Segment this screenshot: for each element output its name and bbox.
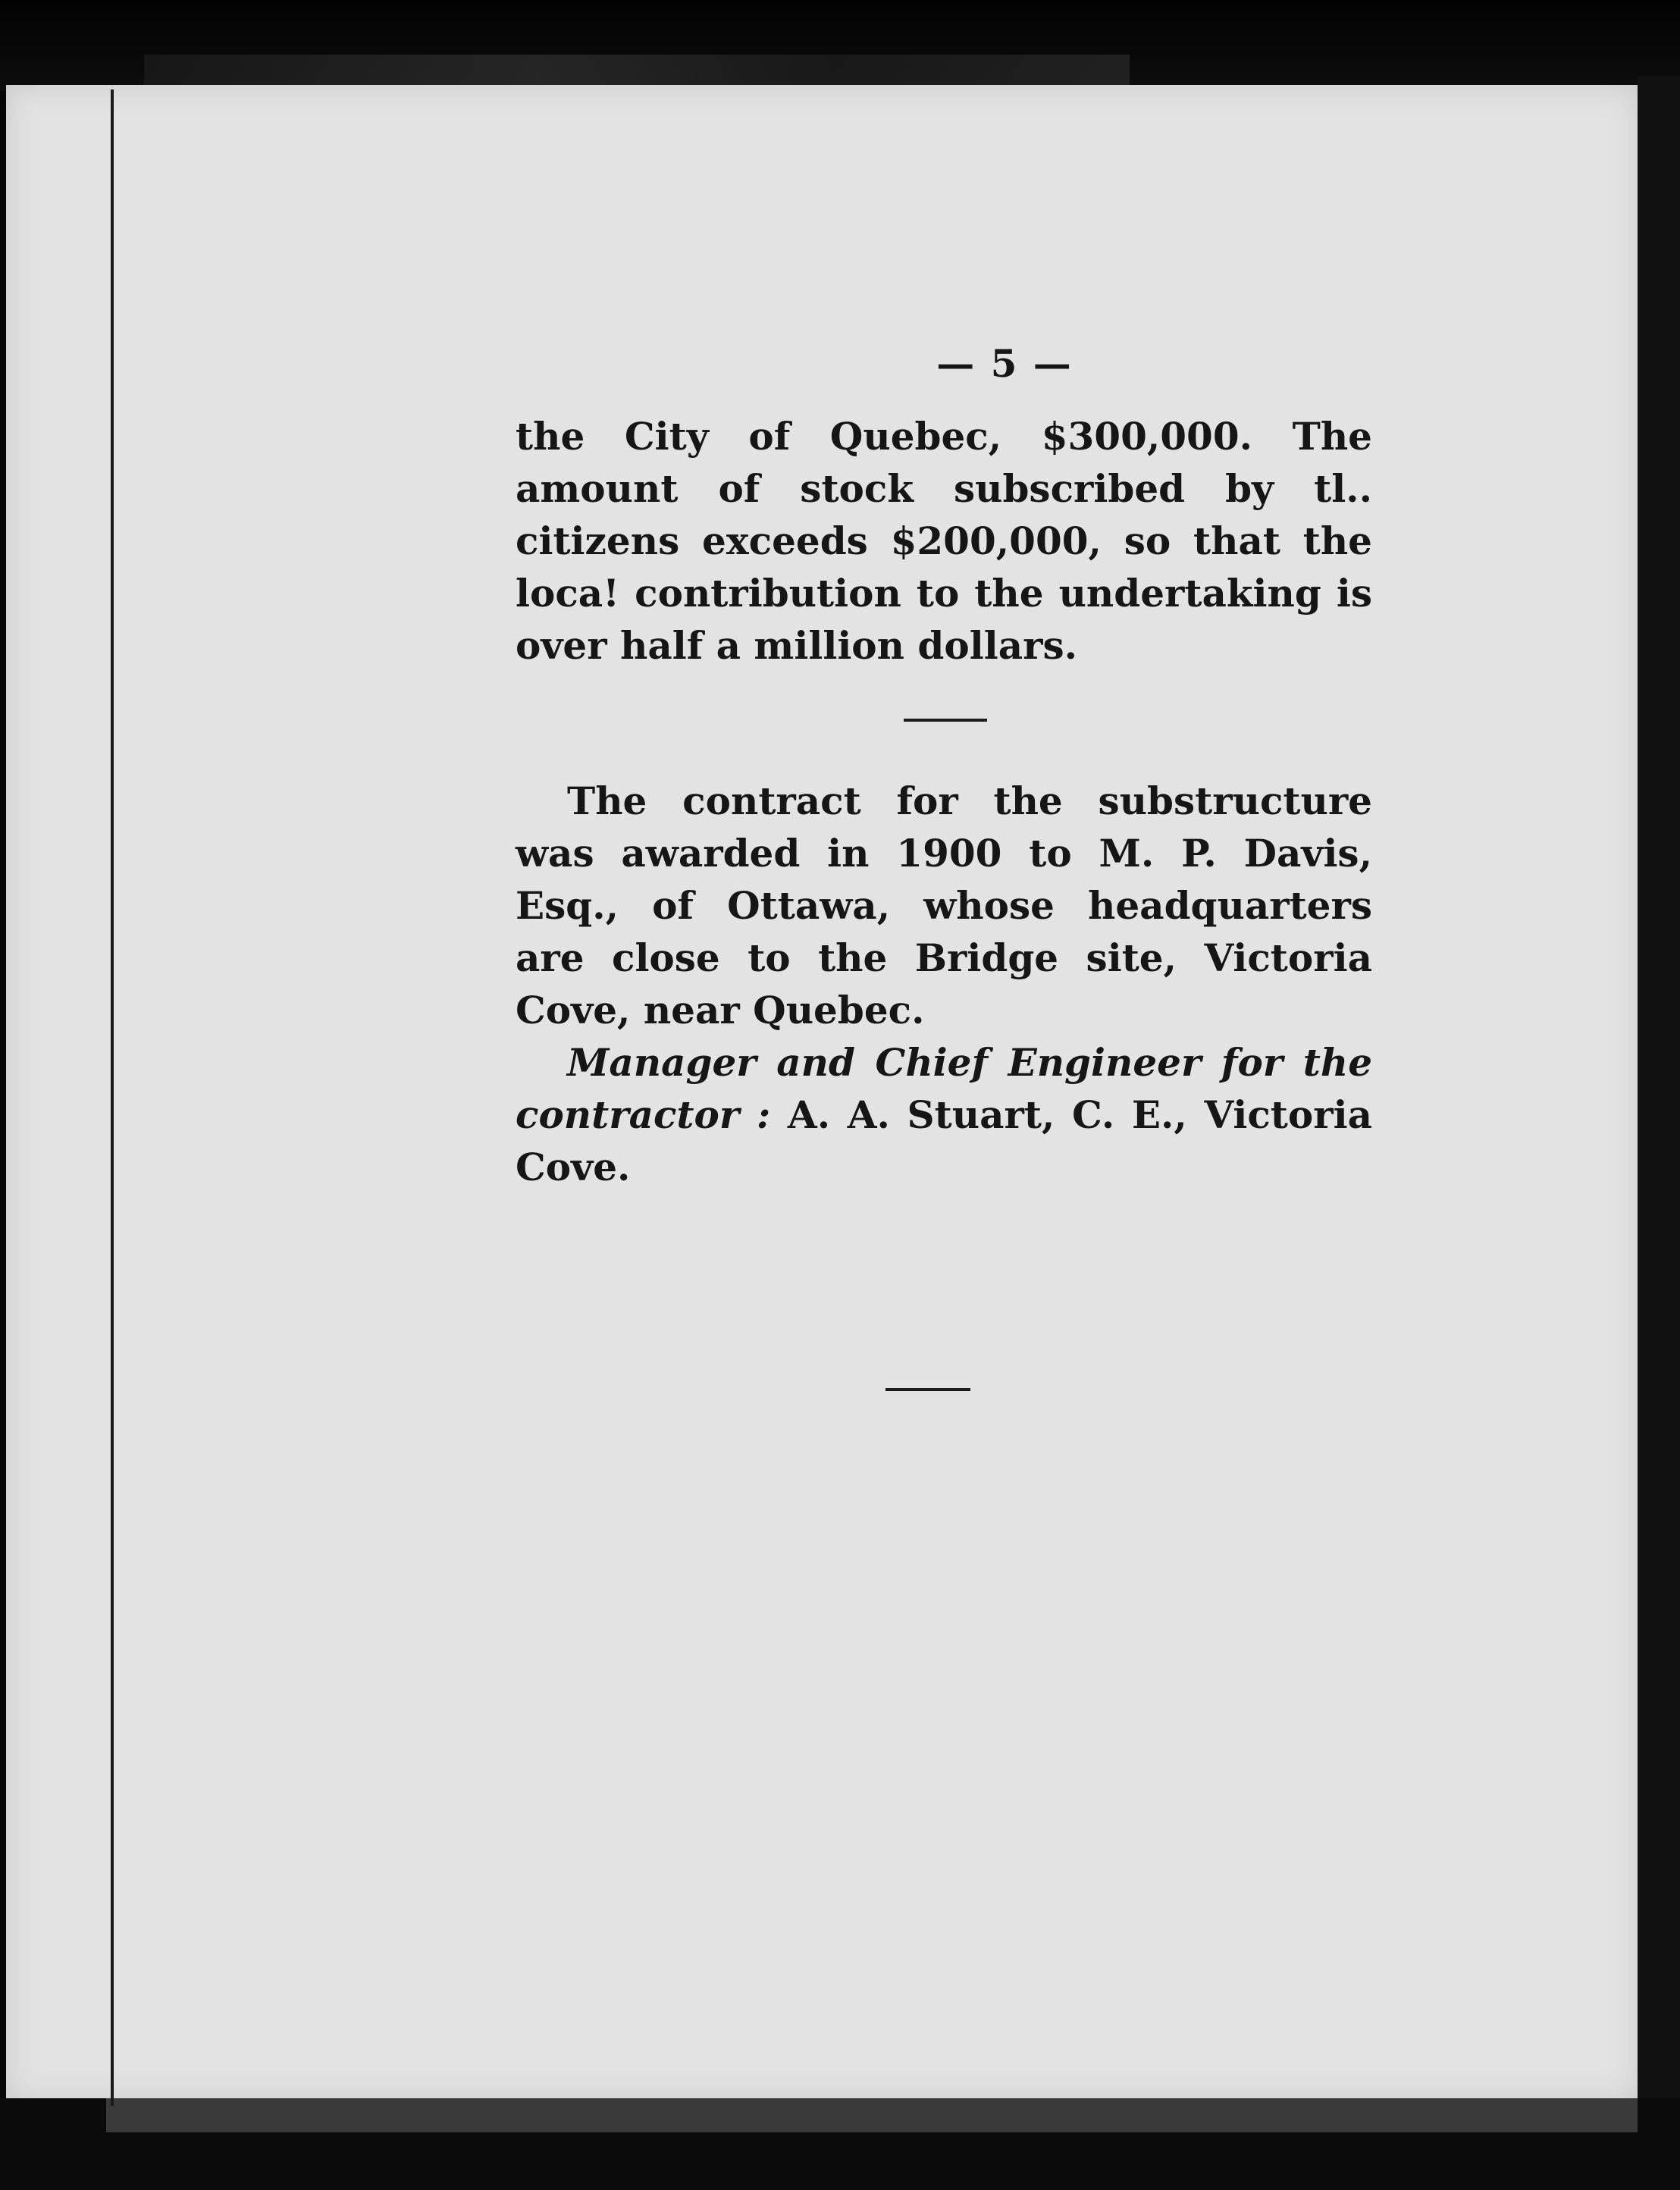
- end-divider: [885, 1388, 970, 1391]
- manager-label: Manager and Chief Engineer for the contractor :: [516, 1040, 1372, 1137]
- scan-right-border: [1638, 76, 1680, 2123]
- binding-gutter-line: [111, 89, 114, 2106]
- page-number: — 5 —: [936, 341, 1073, 386]
- paragraph-substructure-contract: The contract for the substructure was awarded in 1900 to M. P. Davis, Esq., of Ottawa, whose headquarters are close to the Bridge site, Victoria Cove, near Quebec.: [516, 779, 1372, 1032]
- scan-bottom-strip: [106, 2098, 1638, 2132]
- paragraph-stock-subscription: the City of Quebec, $300,000. The amount of stock subscribed by tl.. citizens exceeds $200,000, so that the loca! contribution to the undertaking is over half a million dollars.: [516, 414, 1372, 668]
- manager-value: A. A. Stuart, C. E., Victoria Cove.: [516, 1092, 1372, 1189]
- page-content: [516, 341, 1372, 1193]
- paragraph-manager: [516, 1036, 1372, 1193]
- section-divider: [904, 719, 987, 722]
